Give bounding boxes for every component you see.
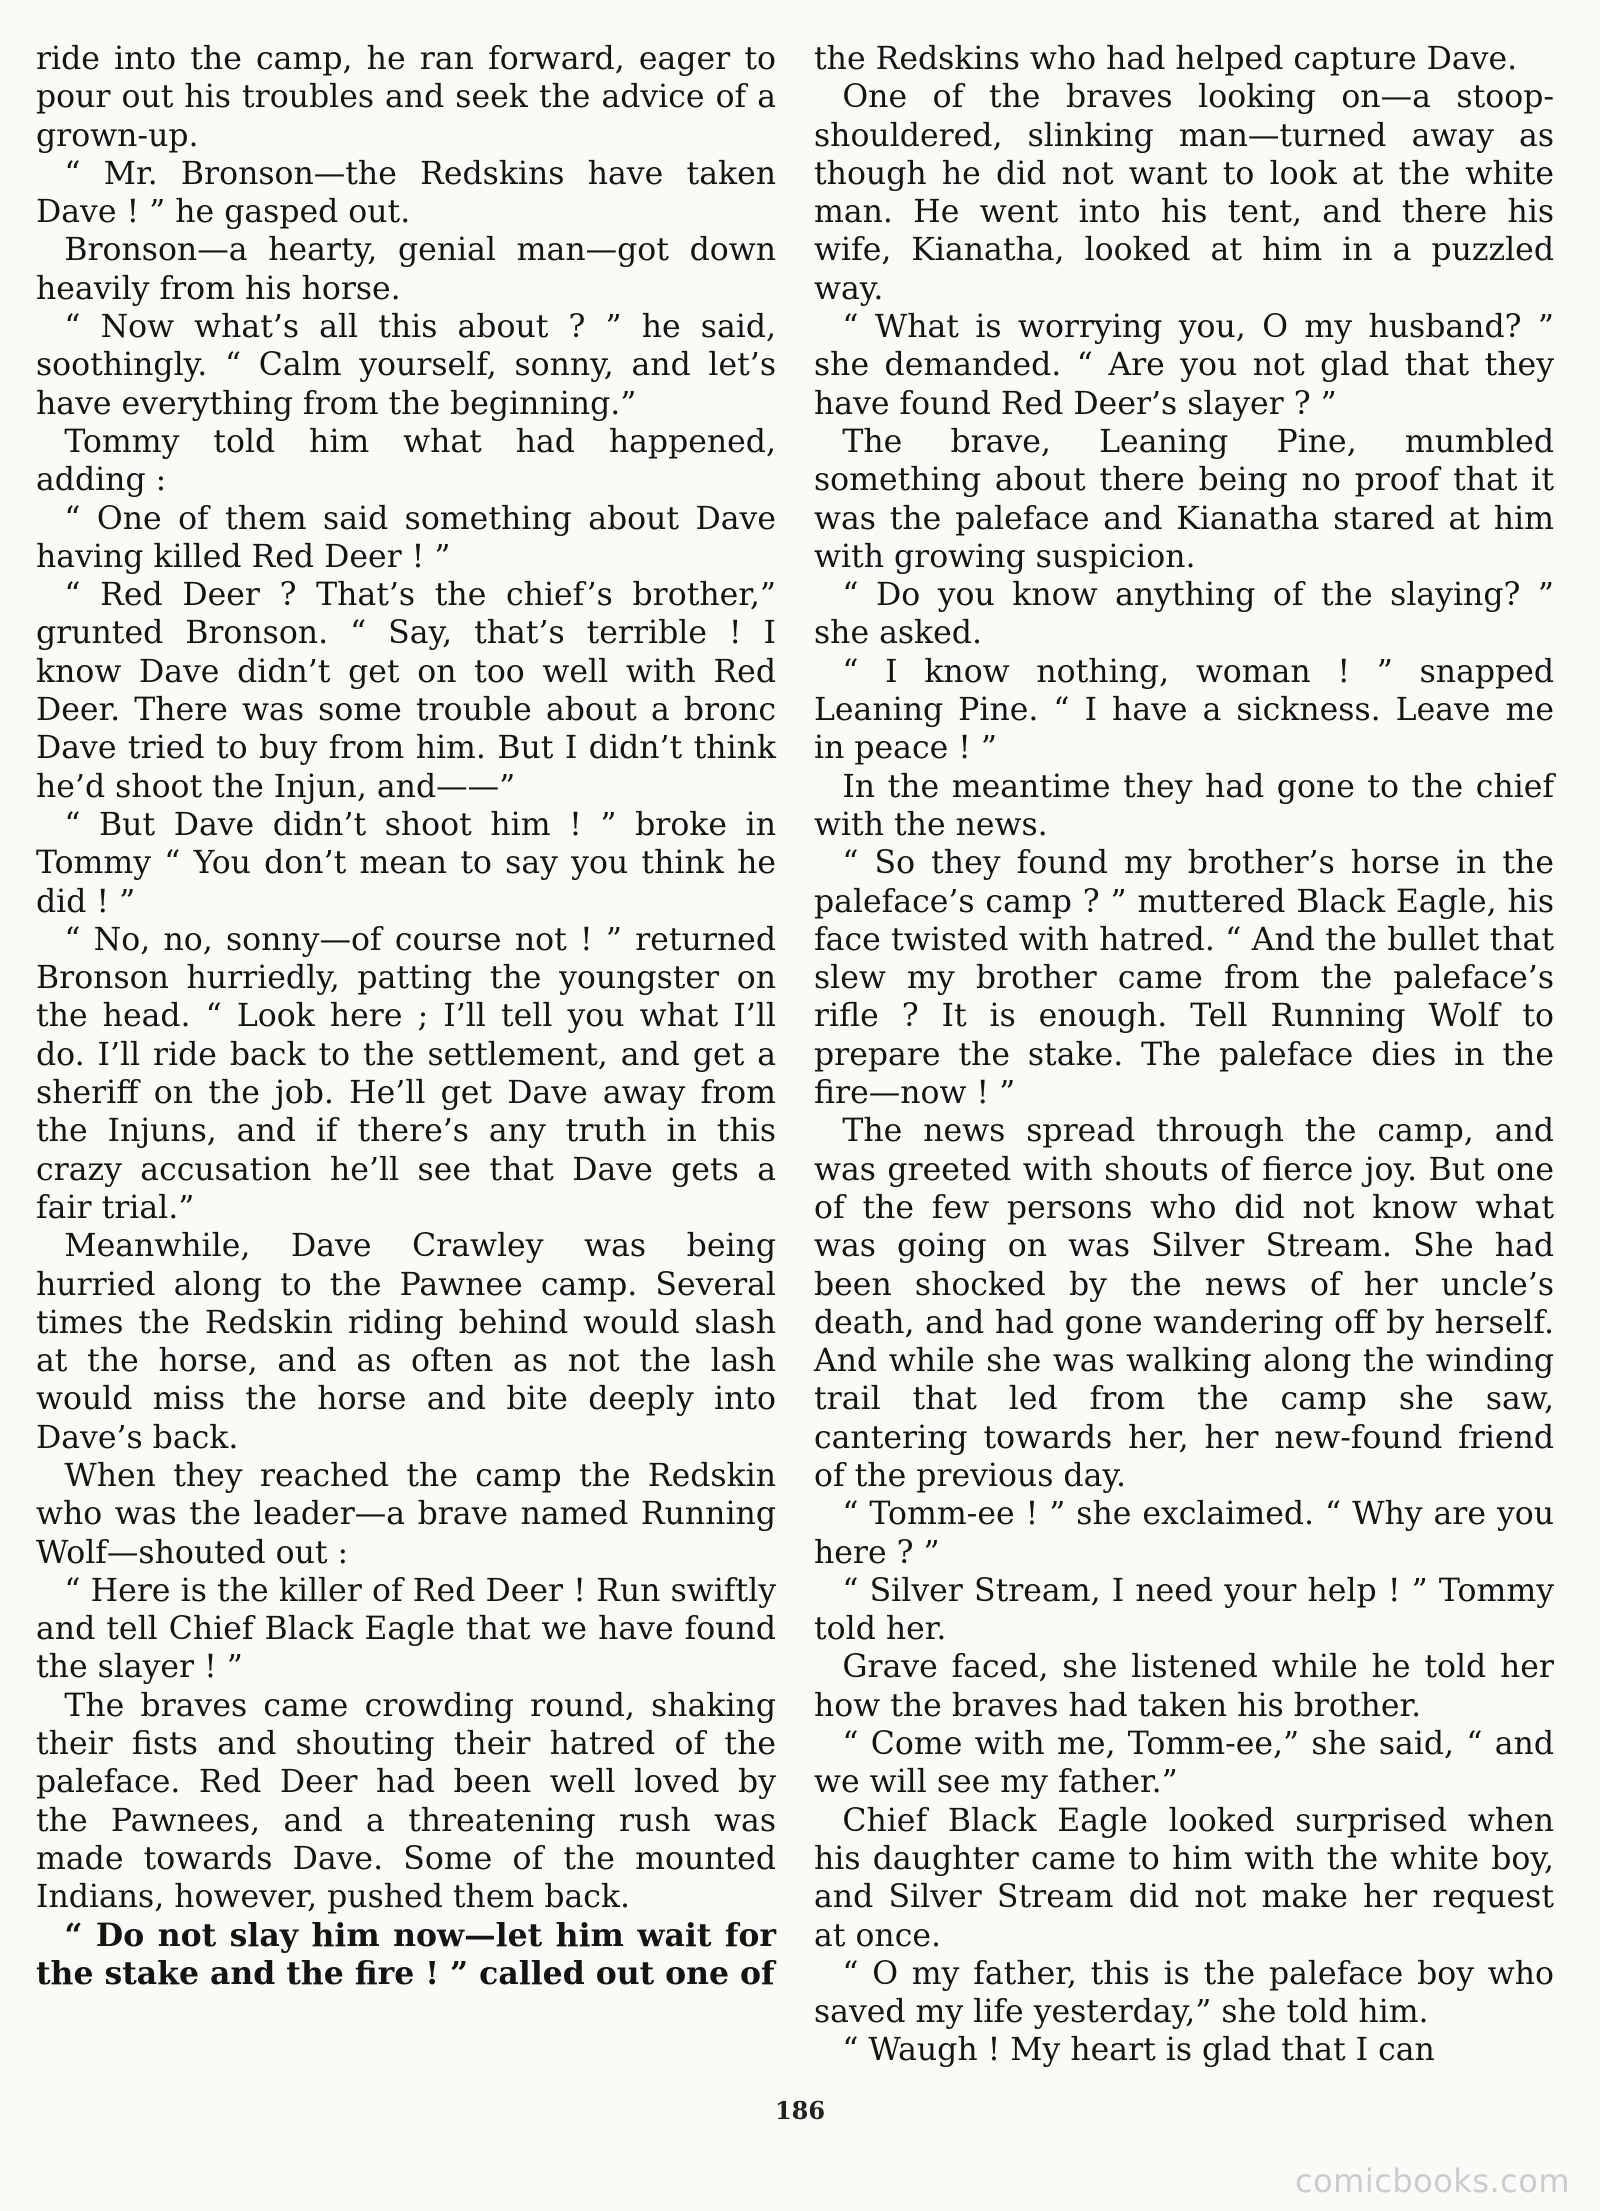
paragraph: Chief Black Eagle looked surprised when his daughter came to him with the white boy, and Silver Stream did not make her request at once. [814, 1802, 1554, 1954]
text-column-left [36, 40, 776, 1993]
paragraph: “ Now what’s all this about ? ” he said, soothingly. “ Calm yourself, sonny, and let’s have everything from the beginning.” [36, 309, 776, 422]
paragraph: One of the braves looking on—a stoop-shouldered, slinking man—turned away as though he did not want to look at the white man. He went into his tent, and there his wife, Kianatha, looked at him in a puzzled way. [814, 79, 1554, 307]
paragraph: “ So they found my brother’s horse in the paleface’s camp ? ” muttered Black Eagle, his face twisted with hatred. “ And the bullet that slew my brother came from the paleface’s rifle ? It is enough. Tell Running Wolf to prepare the stake. The paleface dies in the fire—now ! ” [814, 845, 1554, 1112]
text-column-right [814, 40, 1554, 2070]
paragraph: the Redskins who had helped capture Dave. [814, 41, 1518, 77]
watermark: comicbooks.com [1294, 2162, 1570, 2200]
paragraph: Grave faced, she listened while he told her how the braves had taken his brother. [814, 1649, 1554, 1724]
paragraph: “ Do you know anything of the slaying? ” she asked. [814, 577, 1554, 652]
paragraph: “ O my father, this is the paleface boy who saved my life yesterday,” she told him. [814, 1955, 1554, 2031]
paragraph: “ What is worrying you, O my husband? ” she demanded. “ Are you not glad that they have found Red Deer’s slayer ? ” [814, 309, 1554, 422]
paragraph: “ Do not slay him now—let him wait for the stake and the fire ! ” called out one of [36, 1916, 776, 1992]
paragraph: Bronson—a hearty, genial man—got down heavily from his horse. [36, 232, 776, 307]
paragraph: ride into the camp, he ran forward, eager to pour out his troubles and seek the advice of a grown-up. [36, 41, 776, 154]
page-number: 186 [774, 2096, 826, 2125]
paragraph: When they reached the camp the Redskin who was the leader—a brave named Running Wolf—shouted out : [36, 1457, 776, 1571]
paragraph: The brave, Leaning Pine, mumbled something about there being no proof that it was the paleface and Kianatha stared at him with growing suspicion. [814, 423, 1554, 575]
paragraph: “ Tomm-ee ! ” she exclaimed. “ Why are you here ? ” [814, 1496, 1554, 1571]
paragraph: Meanwhile, Dave Crawley was being hurried along to the Pawnee camp. Several times the Redskin riding behind would slash at the horse, and as often as not the lash would miss the horse and bite deeply into Dave’s back. [36, 1228, 776, 1456]
paragraph: In the meantime they had gone to the chief with the news. [814, 768, 1554, 843]
paragraph: “ Waugh ! My heart is glad that I can [842, 2032, 1435, 2069]
paragraph: “ Mr. Bronson—the Redskins have taken Dave ! ” he gasped out. [36, 155, 776, 231]
paragraph: “ One of them said something about Dave having killed Red Deer ! ” [36, 500, 776, 575]
paragraph: “ Come with me, Tomm-ee,” she said, “ and we will see my father.” [814, 1726, 1554, 1801]
paragraph: “ No, no, sonny—of course not ! ” returned Bronson hurriedly, patting the youngster on the head. “ Look here ; I’ll tell you what I’ll do. I’ll ride back to the settlement, and get a sheriff on the job. He’ll get Dave away from the Injuns, and if there’s any truth in this crazy accusation he’ll see that Dave gets a fair trial.” [36, 921, 776, 1226]
paragraph: The braves came crowding round, shaking their fists and shouting their hatred of the paleface. Red Deer had been well loved by the Pawnees, and a threatening rush was made towards Dave. Some of the mounted Indians, however, pushed them back. [36, 1687, 776, 1916]
paragraph: The news spread through the camp, and was greeted with shouts of fierce joy. But one of the few persons who did not know what was going on was Silver Stream. She had been shocked by the news of her uncle’s death, and had gone wandering off by herself. And while she was walking along the winding trail that led from the camp she saw, cantering towards her, her new-found friend of the previous day. [814, 1113, 1554, 1494]
paragraph: “ Silver Stream, I need your help ! ” Tommy told her. [814, 1572, 1554, 1648]
paragraph: “ But Dave didn’t shoot him ! ” broke in Tommy “ You don’t mean to say you think he did ! ” [36, 806, 776, 920]
paragraph: “ I know nothing, woman ! ” snapped Leaning Pine. “ I have a sickness. Leave me in peace ! ” [814, 653, 1554, 767]
paragraph: Tommy told him what had happened, adding : [36, 423, 776, 499]
paragraph: “ Here is the killer of Red Deer ! Run swiftly and tell Chief Black Eagle that we have found the slayer ! ” [36, 1572, 776, 1686]
paragraph: “ Red Deer ? That’s the chief’s brother,” grunted Bronson. “ Say, that’s terrible ! I know Dave didn’t get on too well with Red Deer. There was some trouble about a bronc Dave tried to buy from him. But I didn’t think he’d shoot the Injun, and——” [36, 577, 776, 805]
